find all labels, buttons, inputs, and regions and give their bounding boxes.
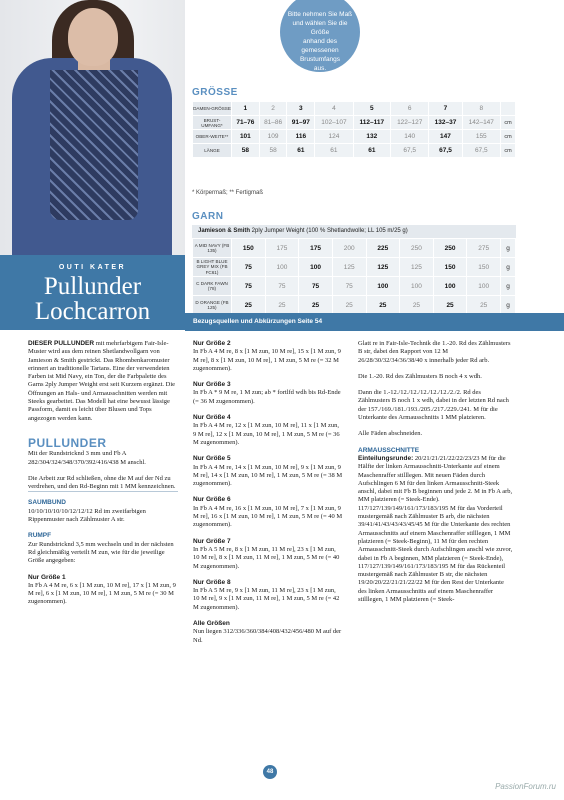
- cell-value: 100: [367, 277, 400, 295]
- row-label: D ORANGE (FB 125): [193, 296, 231, 314]
- cell-value: 100: [467, 277, 500, 295]
- unit-cell: g: [501, 277, 515, 295]
- size-7-text: In Fb A 5 M re, 8 x [1 M zun, 11 M re], 23 x [1 M zun, 10 M re], 8 x [1 M zun, 11 M re], 1 M zun, 5 M re (= 40 M zugenommen).: [193, 545, 340, 570]
- author: OUTI KATER: [58, 264, 127, 271]
- cell-value: 150: [434, 258, 467, 276]
- cell-value: 155: [463, 130, 500, 143]
- cell-value: 102–107: [315, 116, 352, 129]
- bubble-line: Brustumfangs: [299, 56, 341, 63]
- unit-cell: cm: [501, 116, 515, 129]
- row-label: BRUST-UMFANG*: [193, 116, 231, 129]
- cell-value: 109: [260, 130, 287, 143]
- cut-text: Alle Fäden abschneiden.: [358, 430, 423, 438]
- cell-value: 81–86: [260, 116, 287, 129]
- yarn-row: [193, 296, 515, 314]
- cell-value: 25: [333, 296, 366, 314]
- yarn-description: [192, 225, 516, 238]
- cell-value: 132: [354, 130, 390, 143]
- yarn-row: [193, 277, 515, 295]
- cell-value: 275: [467, 239, 500, 257]
- repeat-text: Die 1.-20. Rd des Zählmusters B noch 4 x wdh.: [358, 372, 482, 380]
- cell-value: 61: [287, 144, 314, 157]
- cell-value: 75: [299, 277, 332, 295]
- cell-value: 250: [400, 239, 433, 257]
- cell-value: 3: [287, 102, 314, 115]
- bubble-line: Bitte nehmen Sie Maß: [287, 11, 353, 18]
- intro-text: mit mehrfarbigem Fair-Isle-Muster wird aus dem reinen Shetlandwollgarn von Jamieson & Smith gestrickt. Das Rhombenkaromuster erinnert an traditionelle Tartans. Eine der verwendeten Farben ist Mid Navy, ein Ton, der die Farbpalette des Garns 2ply Jumper Weight erst seit Kurzem ergänzt. Die Öffnungen an Hals- und Armausschnitten werden mit Steeks gearbeitet. Das Modell hat eine bewusst lässige Passform, damit es leicht über Blusen und Tops angezogen werden kann.: [28, 340, 176, 422]
- cell-value: 140: [391, 130, 428, 143]
- row-label: A MID NAVY (FB 135): [193, 239, 231, 257]
- size-3-heading: Nur Größe 3: [193, 381, 231, 389]
- cell-value: 25: [467, 296, 500, 314]
- pullunder-heading: PULLUNDER: [28, 435, 107, 450]
- cell-value: 61: [354, 144, 390, 157]
- cell-value: 5: [354, 102, 390, 115]
- cell-value: 225: [367, 239, 400, 257]
- size-row: [193, 102, 515, 115]
- size-5-heading: Nur Größe 5: [193, 455, 231, 463]
- all-sizes-text: Nun liegen 312/336/360/384/408/432/456/480 M auf der Nd.: [193, 628, 342, 644]
- bubble-line: aus.: [313, 65, 327, 72]
- row-label: DAMEN-GRÖSSE: [193, 102, 231, 115]
- intro-paragraph: [28, 340, 178, 423]
- cell-value: 200: [333, 239, 366, 257]
- cell-value: 91–97: [287, 116, 314, 129]
- cell-value: 142–147: [463, 116, 500, 129]
- size-3-text: In Fb A * 9 M re, 1 M zun; ab * fortlfd wdh bis Rd-Ende (= 36 M zugenommen).: [193, 389, 341, 405]
- size-6-text: In Fb A 4 M re, 16 x [1 M zun, 10 M re], 7 x [1 M zun, 9 M re], 16 x [1 M zun, 10 M re], 1 M zun, 5 M re (= 40 M zugenommen).: [193, 504, 343, 529]
- text-column-1: [28, 340, 178, 615]
- cell-value: 125: [400, 258, 433, 276]
- photo-face: [68, 8, 118, 66]
- unit-cell: g: [501, 296, 515, 314]
- bubble-line: und wählen Sie die Größe: [292, 20, 348, 36]
- cell-value: 25: [232, 296, 265, 314]
- yarn-row: [193, 258, 515, 276]
- cell-value: 100: [299, 258, 332, 276]
- cell-value: 100: [266, 258, 299, 276]
- watermark: PassionForum.ru: [495, 782, 556, 791]
- yarn-table: [192, 225, 516, 315]
- model-photo: [0, 0, 185, 255]
- saumbund-text: 10/10/10/10/10/12/12/12 Rd im zweifarbigen Rippenmuster nach Zählmuster A str.: [28, 507, 146, 524]
- unit-cell: cm: [501, 130, 515, 143]
- cell-value: 6: [391, 102, 428, 115]
- fair-isle-text: Glatt re in Fair-Isle-Technik die 1.-20. Rd des Zählmusters B str, dabei den Rapport von 12 M 26/28/30/32/34/36/38/40 x innerhalb jeder Rd arb.: [358, 340, 511, 364]
- cell-value: 250: [434, 239, 467, 257]
- yarn-brand: Jamieson & Smith: [198, 228, 251, 234]
- cell-value: 7: [429, 102, 461, 115]
- size-6-heading: Nur Größe 6: [193, 496, 231, 504]
- cell-value: 67,5: [429, 144, 461, 157]
- title-line-2: Lochcarron: [34, 298, 151, 325]
- all-sizes-heading: Alle Größen: [193, 620, 230, 628]
- row-label: B LIGHT BLUE GREY MIX (FB FC61): [193, 258, 231, 276]
- cell-value: 1: [232, 102, 259, 115]
- size-2-heading: Nur Größe 2: [193, 340, 231, 347]
- pattern-title: [0, 274, 185, 324]
- size-7-heading: Nur Größe 7: [193, 537, 231, 545]
- cell-value: 67,5: [463, 144, 500, 157]
- cell-value: 25: [266, 296, 299, 314]
- size-1-heading: Nur Größe 1: [28, 573, 66, 581]
- row-label: OBER-WEITE**: [193, 130, 231, 143]
- column-divider: [28, 491, 178, 492]
- cast-on-text: Mit der Rundstricknd 3 mm und Fb A 282/304/324/348/370/392/416/438 M anschl.: [28, 450, 146, 466]
- cell-value: 116: [287, 130, 314, 143]
- cell-value: 112–117: [354, 116, 390, 129]
- size-row: [193, 144, 515, 157]
- size-2-text: In Fb A 4 M re, 8 x [1 M zun, 10 M re], 15 x [1 M zun, 9 M re], 8 x [1 M zun, 10 M re], 1 M zun, 5 M re (= 32 M zugenommen).: [193, 348, 341, 372]
- cell-value: 75: [333, 277, 366, 295]
- bubble-line: anhand des gemessenen: [301, 38, 339, 54]
- size-4-text: In Fb A 4 M re, 12 x [1 M zun, 10 M re], 11 x [1 M zun, 9 M re], 12 x [1 M zun, 10 M re], 1 M zun, 5 M re (= 36 M zugenommen).: [193, 422, 340, 446]
- cell-value: 75: [266, 277, 299, 295]
- cell-value: 25: [299, 296, 332, 314]
- size-8-text: In Fb A 5 M re, 9 x [1 M zun, 11 M re], 23 x [1 M zun, 10 M re], 9 x [1 M zun, 11 M re], 1 M zun, 5 M re (= 42 M zugenommen).: [193, 587, 340, 611]
- unit-cell: cm: [501, 144, 515, 157]
- cell-value: 100: [400, 277, 433, 295]
- einteilung-label: Einteilungsrunde:: [358, 454, 414, 462]
- einteilung-text: 20/21/21/21/22/22/23/23 M für die Hälfte der linken Armausschnitt-Unterkante auf einem Maschenraffer stilllegen. Mit neuen Fäden durch Aufschlingen 6 M für den linken Armausschnitt-Steek anschl, dabei mit Fb B beginnen und jede 2. M in Fb A arb, MM platzieren (= Steek-Ende). 117/127/139/149/161/173/183/195 M für das Vorderteil mustergemäß nach Zählmuster B arb, die nächsten 39/41/41/43/43/43/45/45 M für die Unterkante des rechten Armausschnitts auf einem Maschenraffer stilllegen, 1 MM platzieren (= Steek-Beginn), 11 M für den rechten Armausschnitt-Steek durch Aufschlingen anschl wie zuvor, dabei in Fb A beginnen, MM platzieren (= Steek-Ende), 117/127/139/149/161/173/183/195 M für das Rückenteil mustergemäß nach Zählmuster B str, die nächsten 19/20/20/22/21/21/22/22 M für den Rest der Unterkante des linken Armausschnitts auf einem Maschenraffer stilllegen, 1 MM platzieren (= Steek-: [358, 454, 513, 604]
- size-5-text: In Fb A 4 M re, 14 x [1 M zun, 10 M re], 9 x [1 M zun, 9 M re], 14 x [1 M zun, 10 M re], 1 M zun, 5 M re (= 38 M zugenommen).: [193, 463, 343, 488]
- cell-value: 71–76: [232, 116, 259, 129]
- yarn-row: [193, 239, 515, 257]
- text-column-2: [193, 340, 343, 653]
- cell-value: 100: [434, 277, 467, 295]
- page-number: 48: [263, 765, 277, 779]
- source-bar: Bezugsquellen und Abkürzungen Seite 54: [185, 313, 564, 331]
- cell-value: 175: [299, 239, 332, 257]
- rumpf-heading: RUMPF: [28, 532, 52, 540]
- saumbund-heading: SAUMBUND: [28, 499, 66, 507]
- cell-value: 124: [315, 130, 352, 143]
- unit-cell: [501, 102, 515, 115]
- cell-value: 25: [367, 296, 400, 314]
- cell-value: 8: [463, 102, 500, 115]
- cell-value: 125: [367, 258, 400, 276]
- garn-heading: GARN: [192, 211, 224, 222]
- cell-value: 132–37: [429, 116, 461, 129]
- size-hint-bubble: [280, 0, 360, 72]
- cell-value: 101: [232, 130, 259, 143]
- size-note: * Körpermaß; ** Fertigmaß: [192, 190, 264, 196]
- unit-cell: g: [501, 239, 515, 257]
- cell-value: 147: [429, 130, 461, 143]
- size-table: [192, 101, 516, 158]
- cell-value: 58: [232, 144, 259, 157]
- cell-value: 4: [315, 102, 352, 115]
- cell-value: 125: [333, 258, 366, 276]
- unit-cell: g: [501, 258, 515, 276]
- einteilung-paragraph: [358, 455, 513, 604]
- rumpf-text: Zur Rundstricknd 3,5 mm wechseln und in der nächsten Rd gleichmäßig verteilt M zun, wie für die jeweilige Größe angegeben:: [28, 540, 174, 565]
- cell-value: 2: [260, 102, 287, 115]
- title-panel: [0, 255, 185, 330]
- photo-vest: [50, 70, 138, 220]
- cell-value: 25: [434, 296, 467, 314]
- cell-value: 150: [232, 239, 265, 257]
- cell-value: 58: [260, 144, 287, 157]
- size-row: [193, 130, 515, 143]
- cell-value: 150: [467, 258, 500, 276]
- row-label: LÄNGE: [193, 144, 231, 157]
- intro-lead: DIESER PULLUNDER: [28, 340, 95, 347]
- cell-value: 75: [232, 258, 265, 276]
- cell-value: 122–127: [391, 116, 428, 129]
- cell-value: 175: [266, 239, 299, 257]
- groesse-heading: GRÖSSE: [192, 87, 238, 98]
- cell-value: 75: [232, 277, 265, 295]
- size-8-heading: Nur Größe 8: [193, 578, 231, 586]
- join-text: Die Arbeit zur Rd schließen, ohne die M auf der Nd zu verdrehen, und den Rd-Beginn mit 1 MM kennzeichnen.: [28, 474, 176, 491]
- marker-text: Dann die 1.-12./12./12./12./12./12./2./2. Rd des Zählmusters B noch 1 x wdh, dabei in der letzten Rd nach der 157./169./181./193./205./217./229./241. M für die Unterkante des Armausschnitts 1 MM platzieren.: [358, 389, 509, 422]
- cell-value: 61: [315, 144, 352, 157]
- size-1-text: In Fb A 4 M re, 6 x [1 M zun, 10 M re], 17 x [1 M zun, 9 M re], 6 x [1 M zun, 10 M re], 1 M zun, 5 M re (= 30 M zugenommen).: [28, 581, 176, 606]
- cell-value: 25: [400, 296, 433, 314]
- text-column-3: [358, 340, 513, 612]
- armausschnitte-heading: ARMAUSSCHNITTE: [358, 446, 420, 454]
- cell-value: 67,5: [391, 144, 428, 157]
- yarn-spec: 2ply Jumper Weight (100 % Shetlandwolle; LL 105 m/25 g): [250, 228, 408, 234]
- size-4-heading: Nur Größe 4: [193, 414, 231, 422]
- size-row: [193, 116, 515, 129]
- row-label: C DARK FAWN (78): [193, 277, 231, 295]
- title-line-1: Pullunder: [43, 273, 142, 300]
